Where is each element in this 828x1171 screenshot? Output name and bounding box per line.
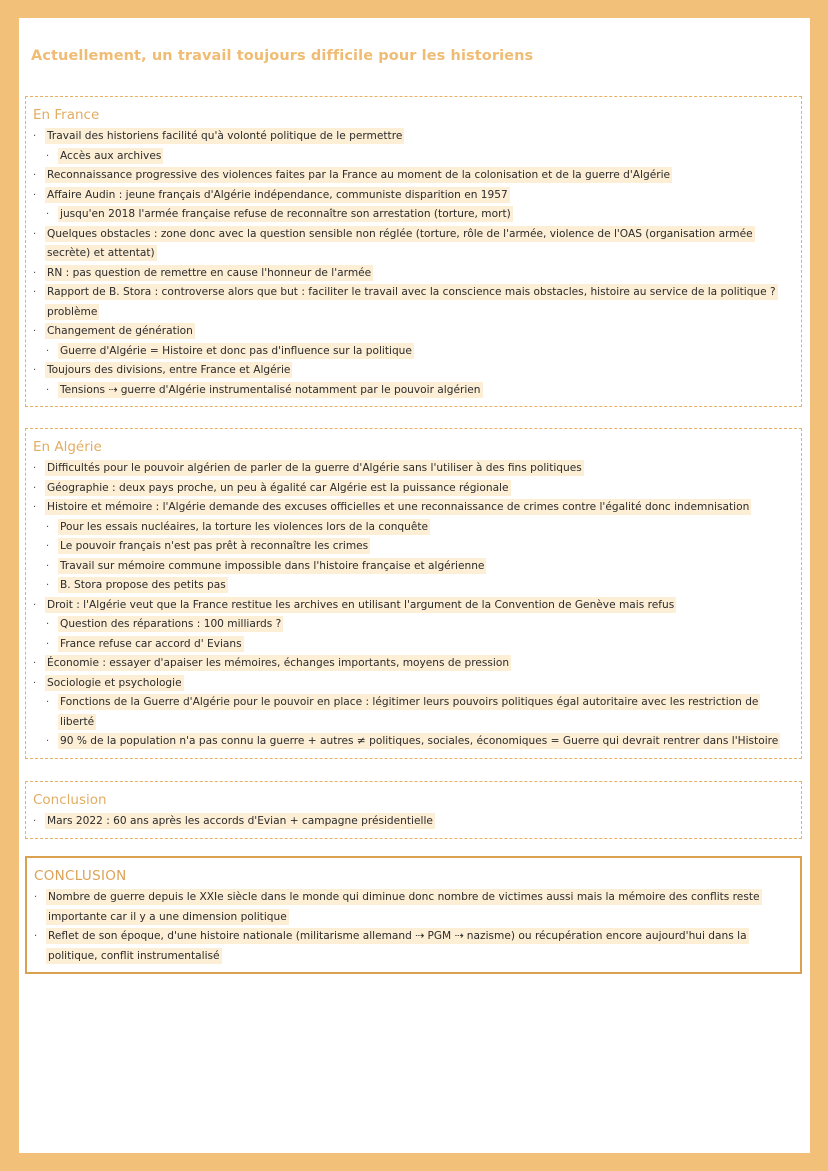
bullet-icon: ·	[46, 384, 50, 396]
bullet-icon: ·	[33, 677, 37, 689]
bullet-icon: ·	[33, 658, 37, 669]
bullet-icon: ·	[46, 345, 50, 357]
bullet-icon: ·	[33, 170, 37, 181]
bullet-icon: ·	[33, 502, 37, 513]
list-item	[33, 322, 793, 342]
bullet-icon: ·	[46, 541, 50, 552]
bullet-icon: ·	[33, 482, 37, 494]
item-text: France refuse car accord d' Evians	[60, 637, 242, 650]
bullet-icon: ·	[33, 816, 37, 827]
item-text: Mars 2022 : 60 ans après les accords d'Evian + campagne présidentielle	[47, 815, 433, 827]
list-item	[33, 812, 793, 832]
item-text: B. Stora propose des petits pas	[60, 579, 226, 591]
item-text: Géographie : deux pays proche, un peu à égalité car Algérie est la puissance régionale	[47, 481, 509, 494]
list-item	[33, 186, 793, 206]
sub-list-item	[33, 518, 793, 538]
bullet-icon: ·	[33, 326, 37, 337]
sub-list-item	[33, 537, 793, 557]
item-text: Droit : l'Algérie veut que la France restitue les archives en utilisant l'argument de la Convention de Genève mais refus	[47, 598, 675, 611]
list-item	[33, 283, 793, 322]
list-item	[33, 127, 793, 147]
bullet-icon: ·	[33, 463, 37, 474]
bullet-icon: ·	[33, 599, 37, 611]
section-title: CONCLUSION	[34, 868, 127, 884]
item-text: Accès aux archives	[60, 149, 162, 162]
bullet-icon: ·	[46, 521, 50, 533]
bullet-icon: ·	[34, 931, 38, 942]
section-title: En Algérie	[33, 439, 102, 455]
sub-list-item	[33, 381, 793, 401]
list-item	[33, 166, 793, 186]
item-text: Reflet de son époque, d'une histoire nationale (militarisme allemand ⇢ PGM ⇢ nazisme) ou récupération encore aujourd'hui dans la politique, conflit instrumentalisé	[48, 930, 747, 962]
bullet-list	[34, 888, 792, 966]
list-item	[33, 225, 793, 264]
bullet-icon: ·	[33, 267, 37, 279]
list-item	[33, 674, 793, 694]
item-text: Question des réparations : 100 milliards ?	[60, 618, 282, 630]
section-title: Conclusion	[33, 792, 107, 808]
item-text: Quelques obstacles : zone donc avec la question sensible non réglée (torture, rôle de l'armée, violence de l'OAS (organisation armée secrète) et attentat)	[47, 227, 753, 259]
bullet-list	[33, 812, 793, 832]
section-title: En France	[33, 107, 100, 123]
list-item	[34, 888, 792, 927]
bullet-list	[33, 127, 793, 400]
item-text: RN : pas question de remettre en cause l'honneur de l'armée	[47, 266, 372, 279]
item-text: Travail sur mémoire commune impossible dans l'histoire française et algérienne	[60, 559, 485, 572]
item-text: jusqu'en 2018 l'armée française refuse de reconnaître son arrestation (torture, mort)	[60, 208, 511, 220]
bullet-icon: ·	[46, 209, 50, 220]
item-text: 90 % de la population n'a pas connu la guerre + autres ≠ politiques, sociales, économiques = Guerre qui devrait rentrer dans l'Histoire	[60, 735, 779, 747]
sub-list-item	[33, 147, 793, 167]
list-item	[33, 498, 793, 518]
list-item	[33, 361, 793, 381]
item-text: Histoire et mémoire : l'Algérie demande des excuses officielles et une reconnaissance de crimes contre l'égalité donc indemnisation	[47, 501, 750, 513]
bullet-icon: ·	[33, 287, 37, 298]
item-text: Guerre d'Algérie = Histoire et donc pas d'influence sur la politique	[60, 344, 412, 357]
item-text: Toujours des divisions, entre France et Algérie	[47, 364, 291, 376]
sub-list-item	[33, 576, 793, 596]
bullet-icon: ·	[46, 638, 50, 650]
bullet-icon: ·	[46, 560, 50, 572]
list-item	[33, 596, 793, 616]
item-text: Tensions ⇢ guerre d'Algérie instrumentalisé notamment par le pouvoir algérien	[60, 383, 481, 396]
item-text: Pour les essais nucléaires, la torture les violences lors de la conquête	[60, 520, 429, 533]
item-text: Reconnaissance progressive des violences faites par la France au moment de la colonisation et de la guerre d'Algérie	[47, 169, 671, 181]
item-text: Économie : essayer d'apaiser les mémoires, échanges importants, moyens de pression	[47, 657, 510, 669]
bullet-icon: ·	[46, 619, 50, 630]
item-text: Travail des historiens facilité qu'à volonté politique de le permettre	[47, 130, 403, 142]
bullet-icon: ·	[33, 228, 37, 240]
item-text: Affaire Audin : jeune français d'Algérie indépendance, communiste disparition en 1957	[47, 188, 508, 201]
bullet-icon: ·	[33, 189, 37, 201]
section-en-algerie	[25, 428, 802, 759]
item-text: Le pouvoir français n'est pas prêt à reconnaître les crimes	[60, 540, 369, 552]
list-item	[34, 927, 792, 966]
sub-list-item	[33, 342, 793, 362]
item-text: Nombre de guerre depuis le XXIe siècle dans le monde qui diminue donc nombre de victimes aussi mais la mémoire des conflits reste importante car il y a une dimension politique	[48, 891, 760, 923]
bullet-icon: ·	[46, 150, 50, 162]
item-text: Difficultés pour le pouvoir algérien de parler de la guerre d'Algérie sans l'utiliser à des fins politiques	[47, 462, 582, 474]
notes-page	[19, 18, 810, 1153]
list-item	[33, 264, 793, 284]
item-text: Changement de génération	[47, 325, 193, 337]
sub-list-item	[33, 615, 793, 635]
bullet-icon: ·	[46, 736, 50, 747]
list-item	[33, 479, 793, 499]
item-text: Sociologie et psychologie	[47, 676, 182, 689]
bullet-icon: ·	[46, 580, 50, 591]
sub-list-item	[33, 205, 793, 225]
bullet-icon: ·	[33, 131, 37, 142]
bullet-list	[33, 459, 793, 752]
sub-list-item	[33, 635, 793, 655]
sub-list-item	[33, 732, 793, 752]
bullet-icon: ·	[46, 697, 50, 708]
list-item	[33, 654, 793, 674]
item-text: Rapport de B. Stora : controverse alors que but : faciliter le travail avec la conscience mais obstacles, histoire au service de la politique ? problème	[47, 286, 776, 318]
section-final-conclusion	[25, 856, 802, 974]
page-title: Actuellement, un travail toujours difficile pour les historiens	[31, 48, 534, 64]
bullet-icon: ·	[34, 892, 38, 903]
sub-list-item	[33, 693, 793, 732]
section-conclusion	[25, 781, 802, 839]
bullet-icon: ·	[33, 365, 37, 376]
sub-list-item	[33, 557, 793, 577]
section-en-france	[25, 96, 802, 407]
list-item	[33, 459, 793, 479]
item-text: Fonctions de la Guerre d'Algérie pour le pouvoir en place : légitimer leurs pouvoirs politiques égal autoritaire avec les restriction de liberté	[60, 696, 759, 728]
